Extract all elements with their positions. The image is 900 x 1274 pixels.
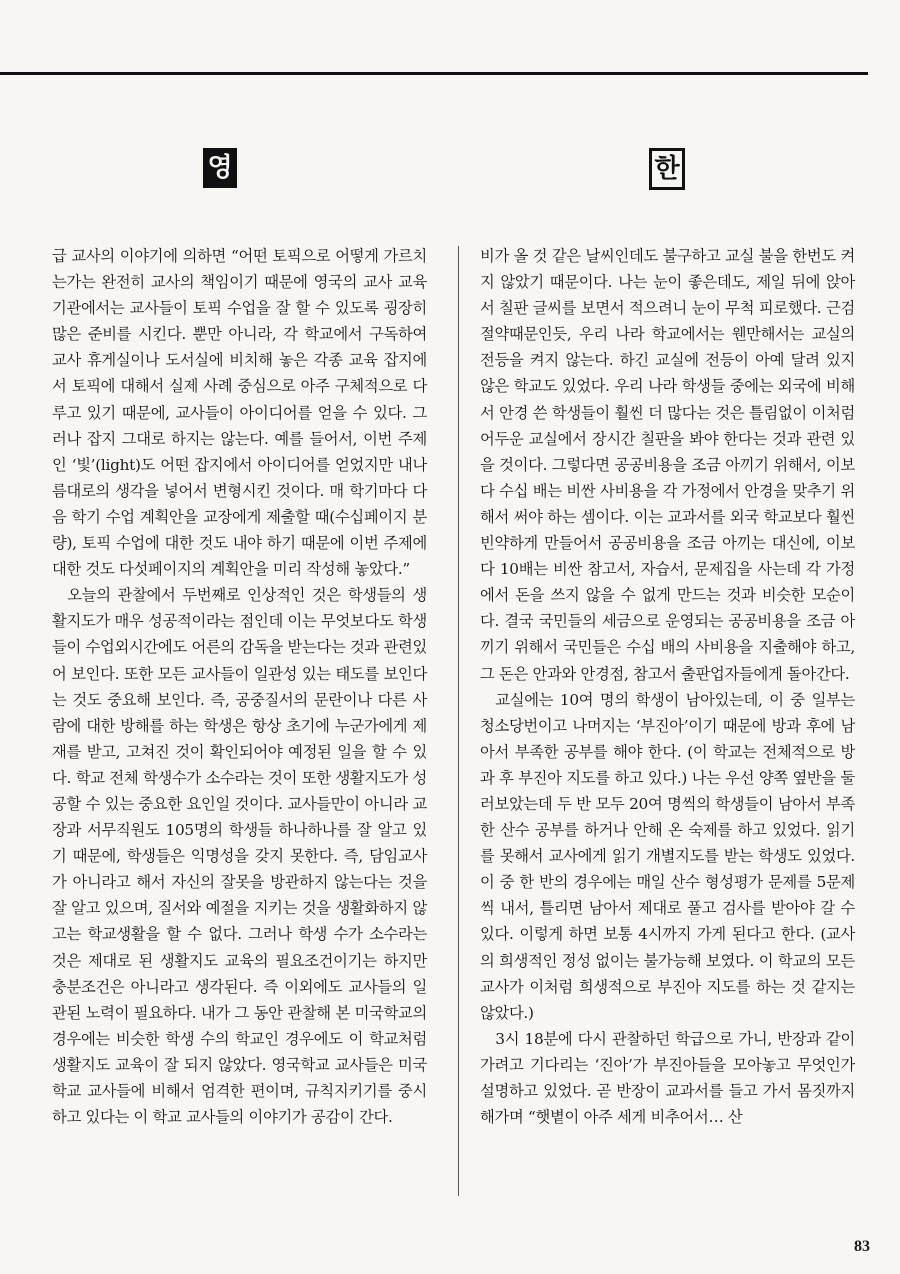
section-label-left (203, 148, 237, 188)
top-rule (0, 72, 868, 75)
right-paragraph-1: 비가 올 것 같은 날씨인데도 불구하고 교실 불을 한번도 켜지 않았기 때문이다. 나는 눈이 좋은데도, 제일 뒤에 앉아서 칠판 글씨를 보면서 적으려니 눈이 무척 피로했다. 근검절약때문인듯, 우리 나라 학교에서는 웬만해서는 교실의 전등을 켜지 않는다. 하긴 교실에 전등이 아예 달려 있지 않은 학교도 있었다. 우리 나라 학생들 중에는 외국에 비해서 안경 쓴 학생들이 훨씬 더 많다는 것은 틀림없이 이처럼 어두운 교실에서 장시간 칠판을 봐야 한다는 것과 관련 있을 것이다. 그렇다면 공공비용을 조금 아끼기 위해서, 이보다 수십 배는 비싼 사비용을 각 가정에서 안경을 맞추기 위해서 써야 하는 셈이다. 이는 교과서를 외국 학교보다 훨씬 빈약하게 만들어서 공공비용을 조금 아끼는 대신에, 이보다 10배는 비싼 참고서, 자습서, 문제집을 사는데 각 가정에서 돈을 쓰지 않을 수 없게 만드는 것과 비슷한 모순이다. 결국 국민들의 세금으로 운영되는 공공비용을 조금 아끼기 위해서 국민들은 수십 배의 사비용을 지출해야 하고, 그 돈은 안과와 안경점, 참고서 출판업자들에게 돌아간다. (480, 247, 855, 683)
right-paragraph-2: 교실에는 10여 명의 학생이 남아있는데, 이 중 일부는 청소당번이고 나머지는 ‘부진아’이기 때문에 방과 후에 남아서 부족한 공부를 해야 한다. (이 학교는 전체적으로 방과 후 부진아 지도를 하고 있다.) 나는 우선 양쪽 옆반을 둘러보았는데 두 반 모두 20여 명씩의 학생들이 남아서 부족한 산수 공부를 하거나 안해 온 숙제를 하고 있었다. 읽기를 못해서 교사에게 읽기 개별지도를 받는 학생도 있었다. 이 중 한 반의 경우에는 매일 산수 형성평가 문제를 5문제씩 내서, 틀리면 남아서 제대로 풀고 검사를 받아야 갈 수 있다. 이렇게 하면 보통 4시까지 가게 된다고 한다. (교사의 희생적인 정성 없이는 불가능해 보였다. 이 학교의 모든 교사가 이처럼 희생적으로 부진아 지도를 하는 것 같지는 않았다.) (480, 690, 855, 1022)
left-text-column (52, 243, 427, 1130)
right-paragraph-3: 3시 18분에 다시 관찰하던 학급으로 가니, 반장과 같이 가려고 기다리는 ‘진아’가 부진아들을 모아놓고 무엇인가 설명하고 있었다. 곧 반장이 교과서를 들고 가서 몸짓까지 해가며 “햇볕이 아주 세게 비추어서… 산 (480, 1029, 855, 1127)
section-label-right (649, 148, 685, 190)
page-number: 83 (854, 1238, 870, 1255)
left-paragraph-2: 오늘의 관찰에서 두번째로 인상적인 것은 학생들의 생활지도가 매우 성공적이라는 점인데 이는 무엇보다도 학생들이 수업외시간에도 어른의 감독을 받는다는 것과 관련있어 보인다. 또한 모든 교사들이 일관성 있는 태도를 보인다는 것도 중요해 보인다. 즉, 공중질서의 문란이나 다른 사람에 대한 방해를 하는 학생은 항상 초기에 누군가에게 제재를 받고, 고쳐진 것이 확인되어야 예정된 일을 할 수 있다. 학교 전체 학생수가 소수라는 것이 또한 생활지도가 성공할 수 있는 중요한 요인일 것이다. 교사들만이 아니라 교장과 서무직원도 105명의 학생들 하나하나를 잘 알고 있기 때문에, 학생들은 익명성을 갖지 못한다. 즉, 담임교사가 아니라고 해서 자신의 잘못을 방관하지 않는다는 것을 잘 알고 있으며, 질서와 예절을 지키는 것을 생활화하지 않고는 학교생활을 할 수 없다. 그러나 학생 수가 소수라는 것은 제대로 된 생활지도 교육의 필요조건이기는 하지만 충분조건은 아니라고 생각된다. 즉 이외에도 교사들의 일관된 노력이 필요하다. 내가 그 동안 관찰해 본 미국학교의 경우에는 비슷한 학생 수의 학교인 경우에도 이 학교처럼 생활지도 교육이 잘 되지 않았다. 영국학교 교사들은 미국학교 교사들에 비해서 엄격한 편이며, 규칙지키기를 중시하고 있다는 이 학교 교사들의 이야기가 공감이 간다. (52, 586, 427, 1127)
right-text-column (480, 243, 855, 1130)
section-label-left-text: 영 (207, 153, 233, 183)
left-paragraph-1: 급 교사의 이야기에 의하면 “어떤 토픽으로 어떻게 가르치는가는 완전히 교사의 책임이기 때문에 영국의 교사 교육기관에서는 교사들이 토픽 수업을 잘 할 수 있도록 굉장히 많은 준비를 시킨다. 뿐만 아니라, 각 학교에서 구독하여 교사 휴게실이나 도서실에 비치해 놓은 각종 교육 잡지에서 토픽에 대해서 실제 사례 중심으로 아주 구체적으로 다루고 있기 때문에, 교사들이 아이디어를 얻을 수 있다. 그러나 잡지 그대로 하지는 않는다. 예를 들어서, 이번 주제인 ‘빛’(light)도 어떤 잡지에서 아이디어를 얻었지만 내나름대로의 생각을 넣어서 변형시킨 것이다. 매 학기마다 다음 학기 수업 계획안을 교장에게 제출할 때(수십페이지 분량), 토픽 수업에 대한 것도 내야 하기 때문에 이번 주제에 대한 것도 다섯페이지의 계획안을 미리 작성해 놓았다.” (52, 247, 427, 579)
column-divider (458, 246, 459, 1196)
section-label-right-text: 한 (654, 154, 680, 184)
